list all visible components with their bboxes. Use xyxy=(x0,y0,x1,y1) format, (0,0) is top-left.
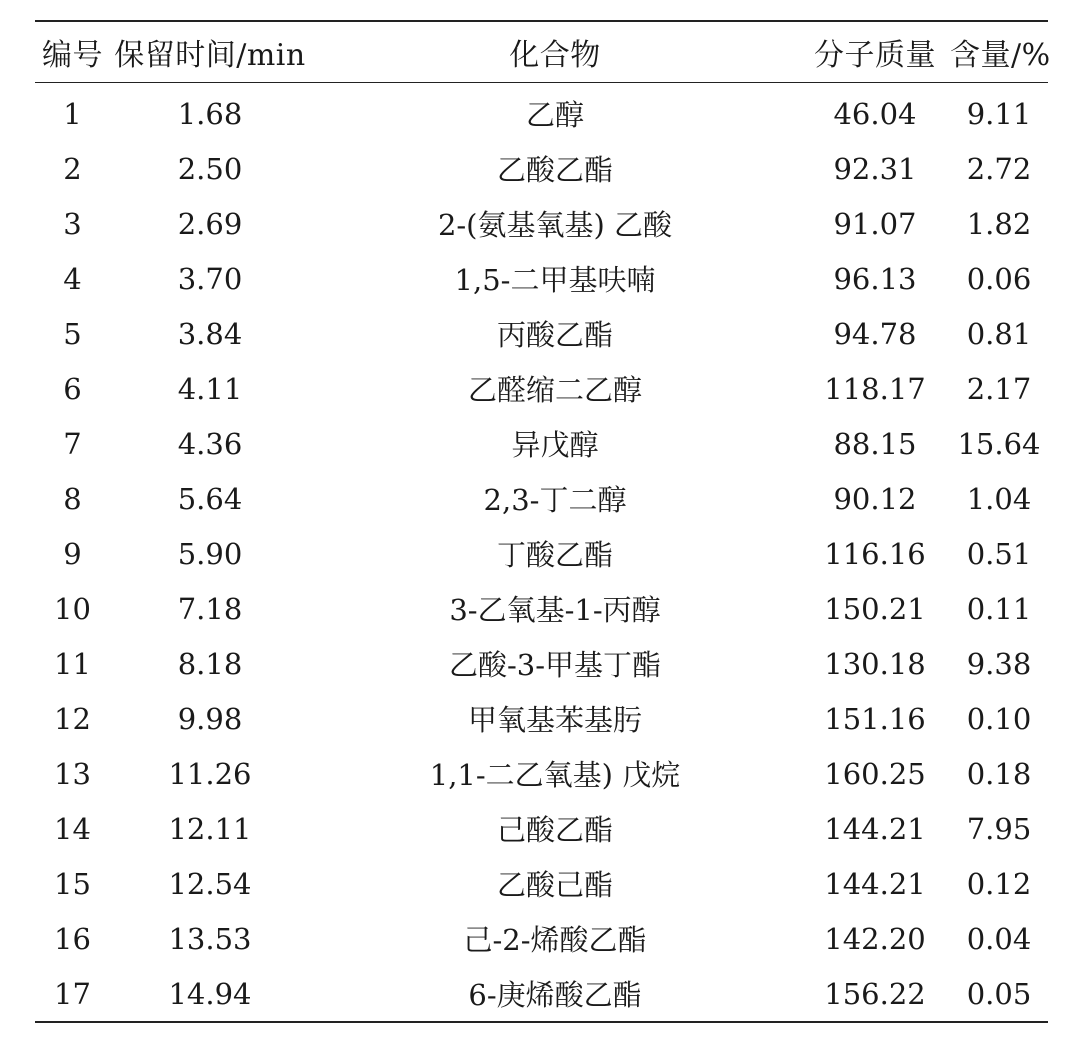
cell-molecular-mass: 144.21 xyxy=(824,811,926,846)
table-row xyxy=(35,196,1048,251)
cell-compound: 乙醛缩二乙醇 xyxy=(467,373,642,407)
cell-molecular-mass: 156.22 xyxy=(824,976,926,1011)
header-molecular-mass: 分子质量 xyxy=(814,38,936,73)
cell-content: 0.06 xyxy=(966,261,1032,296)
table-row xyxy=(35,361,1048,416)
table-row xyxy=(35,251,1048,306)
cell-content: 0.18 xyxy=(966,756,1032,791)
cell-id: 5 xyxy=(63,316,82,351)
cell-content: 15.64 xyxy=(957,426,1041,461)
cell-id: 11 xyxy=(54,646,91,681)
cell-id: 14 xyxy=(54,811,91,846)
cell-id: 2 xyxy=(63,151,82,186)
cell-content: 1.04 xyxy=(966,481,1032,516)
cell-compound: 1,1-二乙氧基) 戊烷 xyxy=(429,758,681,792)
cell-retention-time: 12.54 xyxy=(168,866,252,901)
cell-retention-time: 4.11 xyxy=(177,371,243,406)
cell-retention-time: 12.11 xyxy=(168,811,252,846)
cell-retention-time: 14.94 xyxy=(168,976,252,1011)
cell-content: 2.17 xyxy=(966,371,1032,406)
cell-compound: 乙酸-3-甲基丁酯 xyxy=(448,648,662,682)
cell-compound: 3-乙氧基-1-丙醇 xyxy=(449,593,661,627)
cell-compound: 乙酸乙酯 xyxy=(496,153,613,187)
table-header-row xyxy=(35,21,1048,83)
cell-retention-time: 5.64 xyxy=(177,481,243,516)
cell-id: 1 xyxy=(63,96,82,131)
cell-compound: 2,3-丁二醇 xyxy=(483,483,627,517)
cell-id: 6 xyxy=(63,371,82,406)
cell-molecular-mass: 46.04 xyxy=(833,96,917,131)
table-row xyxy=(35,83,1048,142)
cell-id: 7 xyxy=(63,426,82,461)
table-row xyxy=(35,471,1048,526)
cell-retention-time: 2.50 xyxy=(177,151,243,186)
cell-content: 9.11 xyxy=(966,96,1032,131)
cell-retention-time: 2.69 xyxy=(177,206,243,241)
table-row xyxy=(35,801,1048,856)
cell-content: 0.12 xyxy=(966,866,1032,901)
cell-compound: 1,5-二甲基呋喃 xyxy=(454,263,656,297)
cell-compound: 丙酸乙酯 xyxy=(496,318,613,352)
table-row xyxy=(35,911,1048,966)
cell-compound: 乙酸己酯 xyxy=(496,868,613,902)
cell-retention-time: 3.70 xyxy=(177,261,243,296)
cell-retention-time: 9.98 xyxy=(177,701,243,736)
cell-id: 4 xyxy=(63,261,82,296)
cell-compound: 乙醇 xyxy=(525,98,584,132)
cell-retention-time: 5.90 xyxy=(177,536,243,571)
cell-molecular-mass: 116.16 xyxy=(824,536,926,571)
cell-content: 1.82 xyxy=(966,206,1032,241)
cell-retention-time: 8.18 xyxy=(177,646,243,681)
cell-molecular-mass: 142.20 xyxy=(824,921,926,956)
cell-id: 15 xyxy=(54,866,91,901)
cell-compound: 6-庚烯酸乙酯 xyxy=(468,978,642,1012)
cell-id: 16 xyxy=(54,921,91,956)
compound-table-container xyxy=(35,20,1051,1023)
table-row xyxy=(35,691,1048,746)
cell-content: 0.10 xyxy=(966,701,1032,736)
header-content: 含量/% xyxy=(950,38,1051,73)
cell-content: 0.05 xyxy=(966,976,1032,1011)
header-id: 编号 xyxy=(42,38,103,73)
cell-content: 0.81 xyxy=(966,316,1032,351)
cell-content: 9.38 xyxy=(966,646,1032,681)
cell-id: 12 xyxy=(54,701,91,736)
table-row xyxy=(35,966,1048,1022)
table-row xyxy=(35,581,1048,636)
cell-molecular-mass: 150.21 xyxy=(824,591,926,626)
cell-retention-time: 3.84 xyxy=(177,316,243,351)
table-row xyxy=(35,526,1048,581)
table-row xyxy=(35,416,1048,471)
cell-compound: 丁酸乙酯 xyxy=(496,538,613,572)
cell-molecular-mass: 151.16 xyxy=(824,701,926,736)
cell-compound: 甲氧基苯基肟 xyxy=(467,703,642,737)
cell-id: 8 xyxy=(63,481,82,516)
cell-molecular-mass: 94.78 xyxy=(833,316,917,351)
table-row xyxy=(35,856,1048,911)
compound-table xyxy=(35,20,1051,1023)
cell-molecular-mass: 130.18 xyxy=(824,646,926,681)
cell-retention-time: 1.68 xyxy=(177,96,243,131)
cell-id: 13 xyxy=(54,756,91,791)
table-row xyxy=(35,141,1048,196)
header-retention-time: 保留时间/min xyxy=(114,38,306,73)
cell-content: 0.51 xyxy=(966,536,1032,571)
cell-molecular-mass: 118.17 xyxy=(824,371,926,406)
cell-content: 0.11 xyxy=(966,591,1032,626)
table-row xyxy=(35,636,1048,691)
cell-id: 17 xyxy=(54,976,91,1011)
cell-molecular-mass: 88.15 xyxy=(833,426,917,461)
cell-compound: 异戊醇 xyxy=(511,428,599,462)
cell-id: 3 xyxy=(63,206,82,241)
table-row xyxy=(35,306,1048,361)
cell-molecular-mass: 96.13 xyxy=(833,261,917,296)
cell-compound: 己-2-烯酸乙酯 xyxy=(463,923,647,957)
header-compound: 化合物 xyxy=(509,38,601,73)
table-body xyxy=(35,83,1048,1023)
cell-retention-time: 11.26 xyxy=(168,756,252,791)
cell-content: 0.04 xyxy=(966,921,1032,956)
cell-compound: 己酸乙酯 xyxy=(496,813,613,847)
cell-retention-time: 13.53 xyxy=(168,921,252,956)
cell-molecular-mass: 92.31 xyxy=(833,151,917,186)
cell-id: 9 xyxy=(63,536,82,571)
cell-content: 2.72 xyxy=(966,151,1032,186)
cell-molecular-mass: 90.12 xyxy=(833,481,917,516)
cell-molecular-mass: 91.07 xyxy=(833,206,917,241)
cell-compound: 2-(氨基氧基) 乙酸 xyxy=(437,208,673,242)
table-row xyxy=(35,746,1048,801)
cell-molecular-mass: 144.21 xyxy=(824,866,926,901)
cell-molecular-mass: 160.25 xyxy=(824,756,926,791)
cell-id: 10 xyxy=(54,591,91,626)
cell-content: 7.95 xyxy=(966,811,1032,846)
cell-retention-time: 4.36 xyxy=(177,426,243,461)
cell-retention-time: 7.18 xyxy=(177,591,243,626)
